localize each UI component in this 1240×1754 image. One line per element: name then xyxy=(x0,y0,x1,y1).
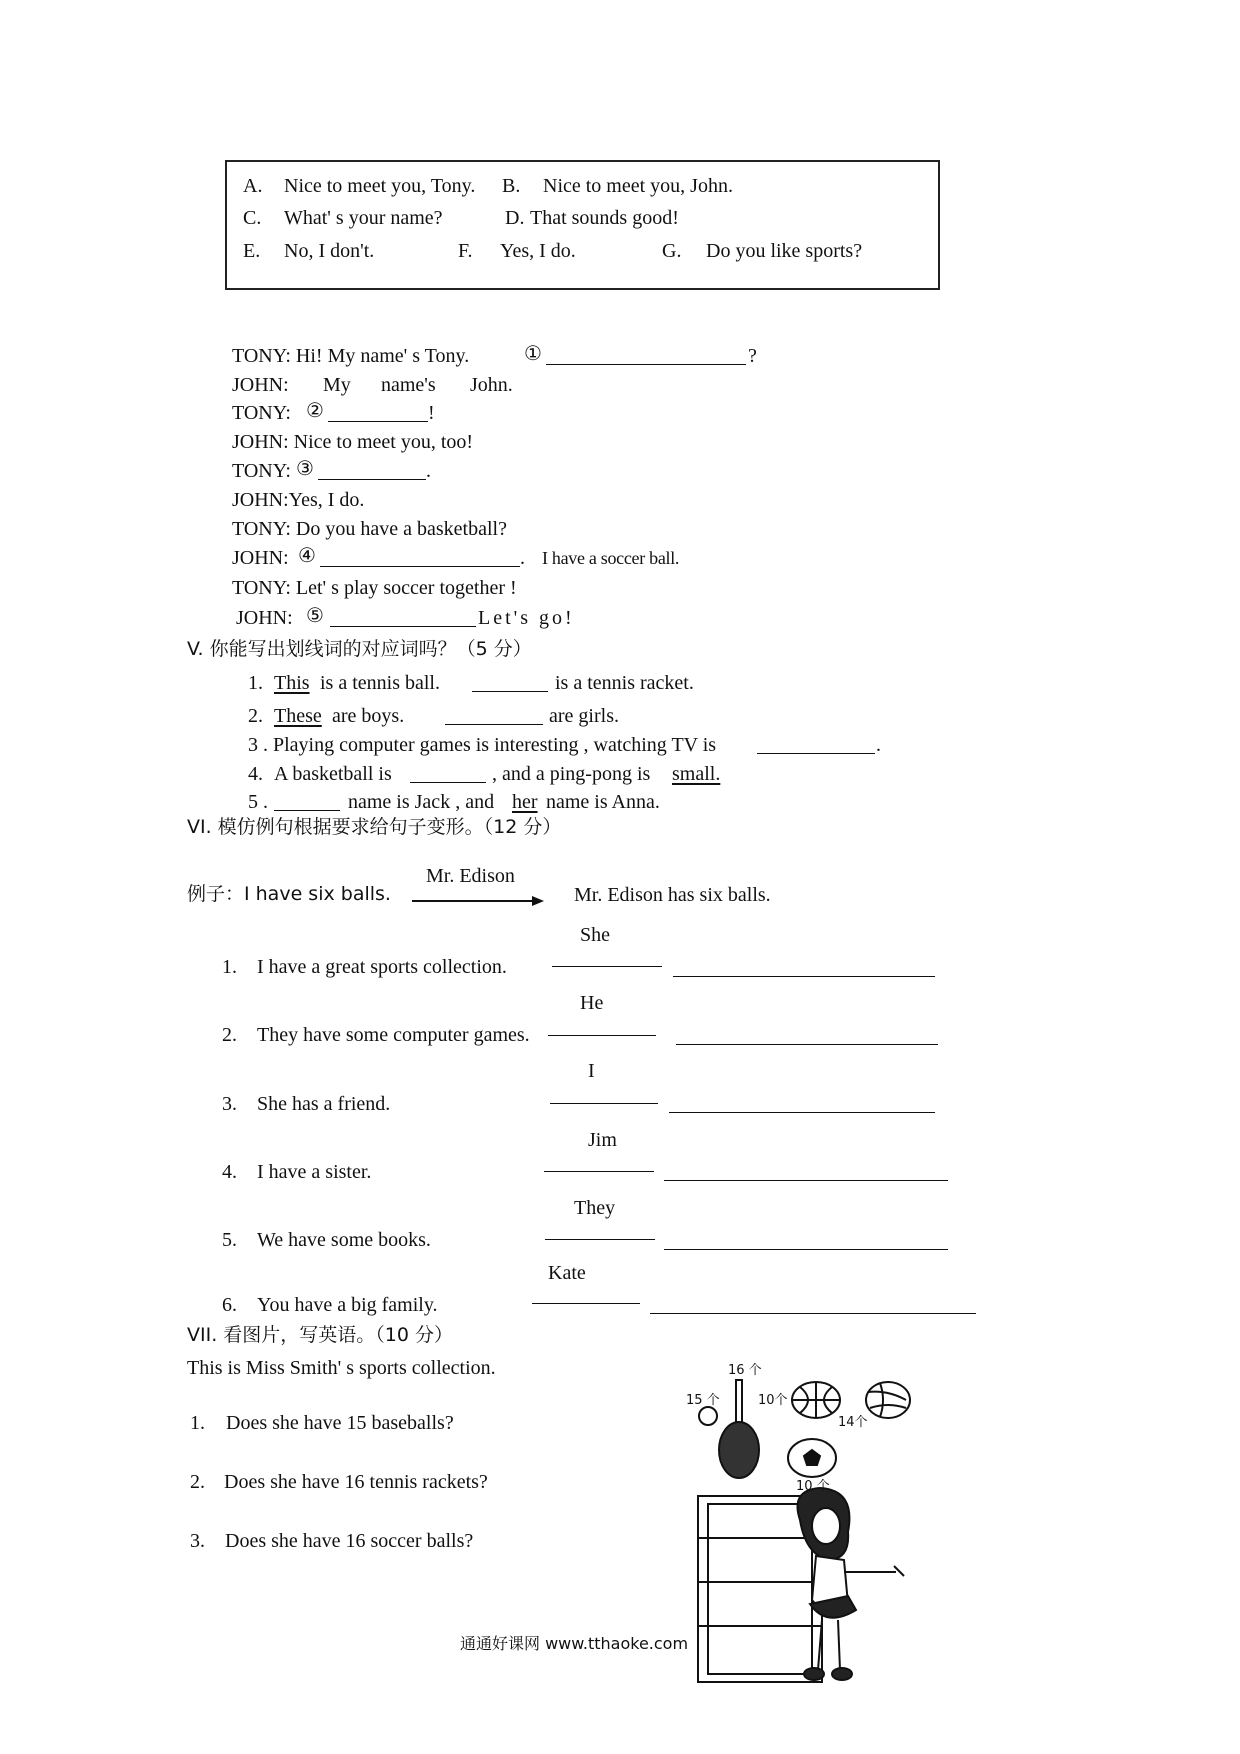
dialogue-num-1: ① xyxy=(524,343,542,365)
s5-q4-text-2: , and a ping-pong is xyxy=(492,763,651,785)
s5-q1-text-2: is a tennis racket. xyxy=(555,672,694,694)
example-word: Mr. Edison xyxy=(426,865,515,887)
s5-q1-underlined: This xyxy=(274,672,310,694)
dialogue-word-john: John. xyxy=(470,374,513,396)
dialogue-line-7: TONY: Do you have a basketball? xyxy=(232,518,507,540)
s7-q2-num: 2. xyxy=(190,1471,205,1493)
footer-watermark: 通通好课网 www.tthaoke.com xyxy=(460,1634,689,1653)
dialogue-num-3: ③ xyxy=(296,458,314,480)
section-7-intro: This is Miss Smith' s sports collection. xyxy=(187,1357,496,1379)
s6-item-3-word: I xyxy=(588,1060,595,1082)
dialogue-end-2: ! xyxy=(428,402,435,424)
tennis-racket-icon xyxy=(719,1380,759,1478)
s5-q1-blank[interactable] xyxy=(472,673,548,692)
s6-item-4-word: Jim xyxy=(588,1129,617,1151)
dialogue-blank-1[interactable] xyxy=(546,346,746,365)
dialogue-speaker-8: JOHN: xyxy=(232,547,289,569)
baseball-icon xyxy=(699,1407,717,1425)
s6-item-3-answer-line[interactable] xyxy=(669,1112,935,1113)
s6-item-6-arrow-line xyxy=(532,1303,640,1304)
dialogue-blank-5[interactable] xyxy=(330,608,476,627)
s5-q4-text: A basketball is xyxy=(274,763,392,785)
s6-item-6-num: 6. xyxy=(222,1294,237,1316)
example-arrow-head-icon xyxy=(532,896,544,906)
s6-item-5-text: We have some books. xyxy=(257,1229,431,1251)
dialogue-blank-2[interactable] xyxy=(328,403,428,422)
dialogue-num-2: ② xyxy=(306,400,324,422)
option-e-letter: E. xyxy=(243,240,261,262)
section-6-title: VI. 模仿例句根据要求给句子变形。（12 分） xyxy=(187,816,562,838)
s5-q4-num: 4. xyxy=(248,763,263,785)
dialogue-line-4: JOHN: Nice to meet you, too! xyxy=(232,431,474,453)
s5-q3-text: 3 . Playing computer games is interesting , watching TV is xyxy=(248,734,717,756)
example-arrow-line xyxy=(412,900,534,902)
dialogue-end-3: . xyxy=(426,460,431,482)
s5-q5-num: 5 . xyxy=(248,791,268,813)
dialogue-word-my: My xyxy=(323,374,351,396)
s6-item-5-num: 5. xyxy=(222,1229,237,1251)
s6-item-2-arrow-line xyxy=(548,1035,656,1036)
option-g-letter: G. xyxy=(662,240,682,262)
dialogue-line-1: TONY: Hi! My name' s Tony. xyxy=(232,345,470,367)
s6-item-3-text: She has a friend. xyxy=(257,1093,391,1115)
s6-item-1-arrow-line xyxy=(552,966,662,967)
s7-q3-text: Does she have 16 soccer balls? xyxy=(225,1530,474,1552)
s5-q5-underlined: her xyxy=(512,791,538,813)
s6-item-4-answer-line[interactable] xyxy=(664,1180,948,1181)
s5-q2-blank[interactable] xyxy=(445,706,543,725)
option-a-text: Nice to meet you, Tony. xyxy=(284,175,476,197)
s7-q3-num: 3. xyxy=(190,1530,205,1552)
s5-q2-underlined: These xyxy=(274,705,322,727)
label-racket-count: 16 个 xyxy=(728,1363,762,1378)
girl-figure-icon xyxy=(798,1488,905,1680)
soccer-ball-icon xyxy=(788,1439,836,1477)
s5-q2-num: 2. xyxy=(248,705,263,727)
s6-item-2-word: He xyxy=(580,992,604,1014)
label-baseball-count: 15 个 xyxy=(686,1393,720,1408)
dialogue-num-4: ④ xyxy=(298,545,316,567)
dialogue-num-5: ⑤ xyxy=(306,605,324,627)
s6-item-1-text: I have a great sports collection. xyxy=(257,956,507,978)
s6-item-5-arrow-line xyxy=(545,1239,655,1240)
dialogue-line-9: TONY: Let' s play soccer together ! xyxy=(232,577,517,599)
s5-q1-num: 1. xyxy=(248,672,263,694)
s6-item-3-num: 3. xyxy=(222,1093,237,1115)
s5-q2-text: are boys. xyxy=(332,705,405,727)
s5-q2-text-2: are girls. xyxy=(549,705,619,727)
s6-item-2-text: They have some computer games. xyxy=(257,1024,530,1046)
s7-q1-num: 1. xyxy=(190,1412,205,1434)
example-result: Mr. Edison has six balls. xyxy=(574,884,771,906)
dialogue-speaker-10: JOHN: xyxy=(236,607,293,629)
s6-item-3-arrow-line xyxy=(550,1103,658,1104)
s6-item-1-num: 1. xyxy=(222,956,237,978)
example-label: 例子：I have six balls. xyxy=(187,883,391,905)
s6-item-2-num: 2. xyxy=(222,1024,237,1046)
option-g-text: Do you like sports? xyxy=(706,240,863,262)
s6-item-6-answer-line[interactable] xyxy=(650,1313,976,1314)
dialogue-line-8-rest: I have a soccer ball. xyxy=(542,548,680,568)
dialogue-speaker-5: TONY: xyxy=(232,460,291,482)
s6-item-5-answer-line[interactable] xyxy=(664,1249,948,1250)
s6-item-4-arrow-line xyxy=(544,1171,654,1172)
option-f-letter: F. xyxy=(458,240,473,262)
option-c-text: What' s your name? xyxy=(284,207,443,229)
option-a-letter: A. xyxy=(243,175,263,197)
option-b-letter: B. xyxy=(502,175,521,197)
s7-q1-text: Does she have 15 baseballs? xyxy=(226,1412,454,1434)
sports-collection-illustration xyxy=(680,1360,940,1692)
s6-item-1-answer-line[interactable] xyxy=(673,976,935,977)
s6-item-2-answer-line[interactable] xyxy=(676,1044,938,1045)
s5-q5-text-2: name is Anna. xyxy=(546,791,660,813)
s5-q4-blank[interactable] xyxy=(410,764,486,783)
volleyball-icon xyxy=(866,1382,910,1418)
s5-q3-blank[interactable] xyxy=(757,735,875,754)
dialogue-blank-4[interactable] xyxy=(320,548,520,567)
s6-item-4-num: 4. xyxy=(222,1161,237,1183)
s5-q1-text: is a tennis ball. xyxy=(320,672,440,694)
s5-q5-blank[interactable] xyxy=(274,792,340,811)
s5-q4-underlined: small. xyxy=(672,763,721,785)
section-7-title: VII. 看图片，写英语。（10 分） xyxy=(187,1324,454,1346)
s5-q3-end: . xyxy=(876,734,881,756)
option-e-text: No, I don't. xyxy=(284,240,375,262)
option-d-letter: D. xyxy=(505,207,525,229)
s6-item-6-text: You have a big family. xyxy=(257,1294,438,1316)
label-soccer-count: 10 个 xyxy=(796,1479,830,1494)
dialogue-end-1: ? xyxy=(748,345,757,367)
s6-item-1-word: She xyxy=(580,924,610,946)
dialogue-lets-go: Let's go! xyxy=(478,607,575,629)
label-basketball-count: 10个 xyxy=(758,1393,788,1408)
dialogue-blank-3[interactable] xyxy=(318,461,426,480)
option-f-text: Yes, I do. xyxy=(500,240,576,262)
label-volleyball-count: 14个 xyxy=(838,1415,868,1430)
s6-item-5-word: They xyxy=(574,1197,616,1219)
option-b-text: Nice to meet you, John. xyxy=(543,175,733,197)
dialogue-word-names: name's xyxy=(381,374,436,396)
dialogue-dot-4: . xyxy=(520,547,525,569)
dialogue-speaker-2: JOHN: xyxy=(232,374,289,396)
s6-item-6-word: Kate xyxy=(548,1262,586,1284)
s5-q5-text: name is Jack , and xyxy=(348,791,495,813)
dialogue-speaker-3: TONY: xyxy=(232,402,291,424)
option-c-letter: C. xyxy=(243,207,262,229)
dialogue-line-6: JOHN:Yes, I do. xyxy=(232,489,365,511)
section-5-title: V. 你能写出划线词的对应词吗？（5 分） xyxy=(187,638,532,660)
s7-q2-text: Does she have 16 tennis rackets? xyxy=(224,1471,488,1493)
basketball-icon xyxy=(792,1382,840,1418)
option-d-text: That sounds good! xyxy=(530,207,679,229)
s6-item-4-text: I have a sister. xyxy=(257,1161,372,1183)
